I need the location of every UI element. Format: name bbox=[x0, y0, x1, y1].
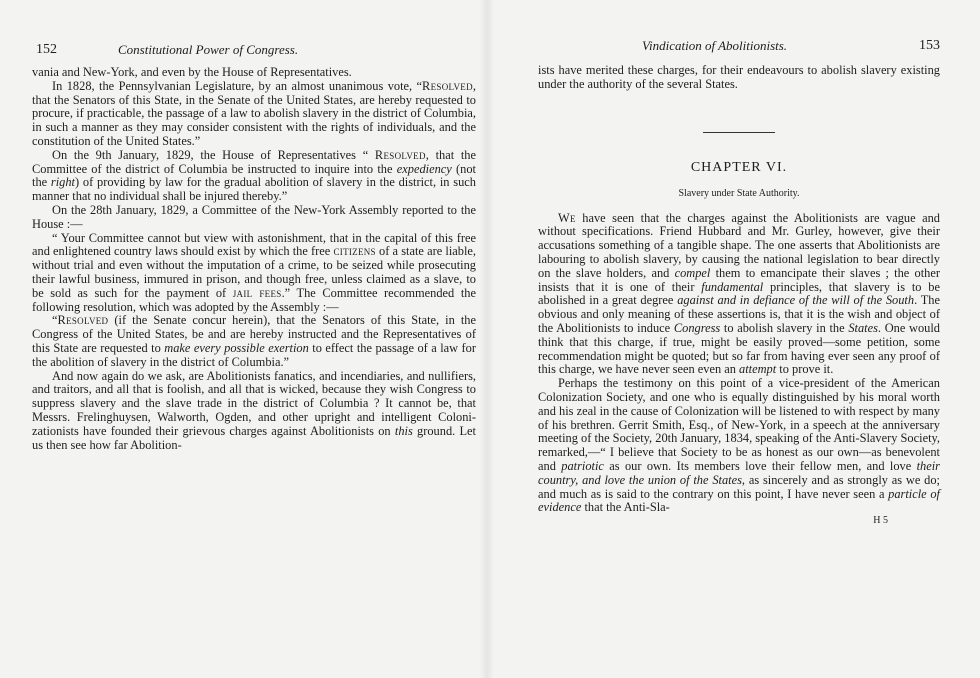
text-run: , as sincerely and as strongly as we do; and much as is said to the contrary on this point, I have never seen a bbox=[538, 472, 940, 501]
text-run: ) of providing by law for the gradual abolition of slavery in the district, in such manner that no individual shall be injured thereby.” bbox=[32, 175, 476, 204]
text-run: Perhaps the testimony on this point of a vice-president of the American Colonization Society, and one who is equally distinguished by his moral worth and his zeal in the cause of Colonization will be listened to with respect by many of his brethren. Gerrit Smith, Esq., of New-York, in a speech at the anniversary meeting of the Society, 20th January, 1834, speaking of the Anti-Slavery Society, remarked,—“ I believe that Society to be as honest as our own—as benevolent and bbox=[538, 376, 940, 473]
text-run: that the Anti-Sla- bbox=[581, 500, 670, 515]
small-caps-text: citizens bbox=[333, 244, 376, 259]
paragraph bbox=[32, 232, 476, 315]
text-run: . The obvious and only meaning of these assertions is, that it is the wish and object of the Abolitionists to induce bbox=[538, 293, 940, 335]
left-page-body bbox=[32, 66, 476, 452]
right-page-continuation bbox=[538, 64, 940, 92]
right-running-head bbox=[538, 38, 940, 56]
text-run: In 1828, the Pennsylvanian Legislature, by an almost unanimous vote, “ bbox=[52, 78, 423, 93]
small-caps-text: Resolved bbox=[57, 313, 109, 328]
italic-text: expediency bbox=[396, 161, 452, 176]
text-run: (not the bbox=[32, 161, 476, 190]
text-run: to abolish slavery in the bbox=[720, 320, 849, 335]
chapter-title: CHAPTER VI. bbox=[690, 159, 788, 175]
left-page-number: 152 bbox=[36, 42, 57, 57]
left-running-head bbox=[32, 40, 476, 58]
text-run: “ Your Committee cannot but view with astonishment, that in the capital of this free and enlightened country laws should exist by which the free bbox=[32, 230, 476, 259]
text-run: as our own. Its members love their fellow men, and love bbox=[603, 458, 917, 473]
right-page-body bbox=[538, 212, 940, 516]
text-run: to prove it. bbox=[776, 362, 834, 377]
text-run: ground. Let us then see how far Abolition- bbox=[32, 423, 476, 452]
text-run: principles, that slavery is to be abolished in a great degree bbox=[538, 279, 940, 308]
italic-text: make every possible exertion bbox=[164, 340, 309, 355]
right-page-number: 153 bbox=[919, 38, 940, 53]
paragraph bbox=[32, 80, 476, 149]
text-run: (if the Senate concur herein), that the Senators of this State, in the Congress of the United States, be and are hereby instructed and the Representatives of this State are requested to bbox=[32, 313, 476, 355]
italic-text: particle of evidence bbox=[538, 486, 940, 515]
section-divider bbox=[703, 132, 775, 133]
small-caps-text: Resolved bbox=[422, 78, 473, 93]
italic-text: right bbox=[50, 175, 76, 190]
text-run: of a state are liable, without trial and even without the imputation of a crime, to be seized while prosecuting their lawful business, immured in prison, and though free, unless claimed as a slave, to be sold as such for the payment of bbox=[32, 244, 476, 300]
paragraph bbox=[32, 149, 476, 204]
italic-text: against and in defiance of the will of the South bbox=[677, 293, 915, 308]
italic-text: this bbox=[394, 423, 413, 438]
small-caps-text: We bbox=[558, 210, 576, 225]
italic-text: attempt bbox=[739, 362, 777, 377]
text-run: On the 9th January, 1829, the House of Representatives “ bbox=[52, 147, 375, 162]
right-running-title: Vindication of Abolitionists. bbox=[642, 38, 788, 53]
text-run: them to emancipate their slaves ; the other insists that it is one of their bbox=[538, 265, 940, 294]
text-run: .” The Committee recommended the following resolution, which was adopted by the Assembly :— bbox=[32, 285, 476, 314]
text-run: On the 28th January, 1829, a Committee of the New-York Assembly reported to the House :— bbox=[32, 202, 476, 231]
text-run: vania and New-York, and even by the House of Representatives. bbox=[32, 65, 352, 79]
paragraph bbox=[32, 66, 476, 80]
text-run: “ bbox=[52, 313, 58, 328]
text-run: And now again do we ask, are Abolitionists fanatics, and incendiaries, and nullifiers, and traitors, and all that is foolish, and all that is wicked, because they wish Congress to suppress slavery and the slave trade in the district of Columbia ? It cannot be, that Messrs. Frelinghuysen, Walworth, Ogden, and other upright and intelligent Colonizationists have founded their grievous charges against Abolitionists on bbox=[32, 368, 476, 438]
signature-mark: H 5 bbox=[873, 515, 888, 527]
right-page bbox=[486, 0, 980, 678]
paragraph bbox=[32, 204, 476, 232]
paragraph bbox=[538, 64, 940, 92]
text-run: , that the Senators of this State, in the Senate of the United States, are hereby requested to procure, if practicable, the passage of a law to abolish slavery in the district of Columbia, in such a manner as they may consider consistent with the rights of individuals, and the constitution of the United States.” bbox=[32, 78, 476, 148]
text-run: . One would think that this charge, if true, might be easily proved—some petition, some recommendation might be quoted; but so far from having ever seen any proof of this charge, we have never seen even an bbox=[538, 320, 940, 377]
italic-text: compel bbox=[674, 265, 711, 280]
paragraph bbox=[32, 314, 476, 369]
left-running-title: Constitutional Power of Congress. bbox=[118, 42, 299, 57]
italic-text: fundamental bbox=[701, 279, 764, 294]
left-page bbox=[0, 0, 486, 678]
small-caps-text: Resolved bbox=[374, 147, 426, 162]
small-caps-text: jail fees bbox=[232, 285, 282, 300]
italic-text: their country, and love the union of the States bbox=[538, 458, 940, 487]
paragraph bbox=[538, 212, 940, 378]
italic-text: patriotic bbox=[561, 458, 604, 473]
text-run: , that the Committee of the district of Columbia be instructed to inquire into the bbox=[32, 147, 476, 176]
text-run: to effect the passage of a law for the abolition of slavery in the district of Columbia.” bbox=[32, 340, 476, 369]
chapter-subtitle: Slavery under State Authority. bbox=[678, 187, 800, 199]
text-run: ists have merited these charges, for their endeavours to abolish slavery existing under the authority of the several States. bbox=[538, 63, 940, 91]
italic-text: Congress bbox=[673, 320, 721, 335]
paragraph bbox=[538, 377, 940, 515]
paragraph bbox=[32, 370, 476, 453]
italic-text: States bbox=[848, 320, 878, 335]
text-run: have seen that the charges against the Abolitionists are vague and without specifications. Friend Hubbard and Mr. Gurley, however, give their accusations something of a tangible shape. The one asserts that Abolitionists are labouring to abolish slavery, by causing the national legislation to bear directly on the slave holders, and bbox=[538, 210, 940, 280]
